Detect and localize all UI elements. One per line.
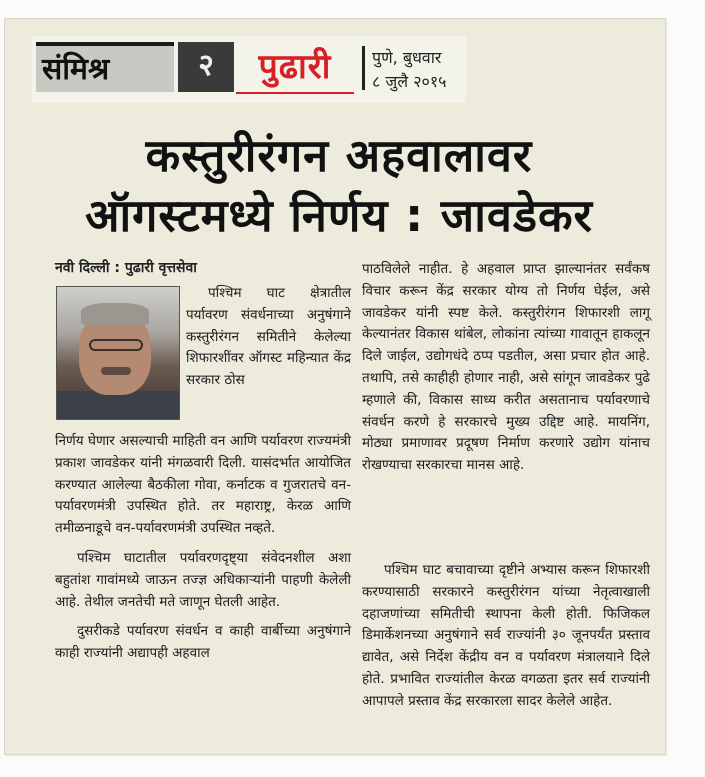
masthead [32, 36, 466, 103]
article-paragraph-2: पश्चिम घाटातील पर्यावरणदृष्ट्या संवेदनशील अशा बहुतांश गावांमध्ये जाऊन तज्ज्ञ अधिकाऱ्यांनी पाहणी केलेली आहे. तेथील जनतेची मते जाणून घेतली आहेत. [55, 549, 351, 610]
section-label: संमिश्र [36, 42, 174, 92]
article-paragraph-3-continued: पाठविलेले नाहीत. हे अहवाल प्राप्त झाल्यानंतर सर्वंकष विचार करून केंद्र सरकार योग्य तो निर्णय घेईल, असे जावडेकर यांनी स्पष्ट केले. कस्तुरीरंगन शिफारशी लागू केल्यानंतर विकास थांबेल, लोकांना त्यांच्या गावातून हाकलून दिले जाईल, उद्योगधंदे ठप्प पडतील, असा प्रचार होत आहे. तथापि, तसे काहीही होणार नाही, असे सांगून जावडेकर पुढे म्हणाले की, विकास साध्य करीत असतानाच पर्यावरणाचे संवर्धन करणे हे सरकारचे मुख्य उद्दिष्ट आहे. मायनिंग, मोठ्या प्रमाणावर प्रदूषण निर्माण करणारे उद्योग यांनाच रोखण्याचा सरकारचा मानस आहे. [362, 261, 650, 474]
article-right-column-top [362, 259, 650, 477]
person-photo [56, 286, 180, 420]
dateline: नवी दिल्ली : पुढारी वृत्तसेवा [55, 260, 197, 276]
photo-shirt [57, 391, 179, 420]
masthead-divider [362, 46, 365, 90]
article-paragraph-3: दुसरीकडे पर्यावरण संवर्धन व काही वार्बीच्या अनुषंगाने काही राज्यांनी अद्यापही अहवाल [55, 623, 351, 662]
article-paragraph-4: पश्चिम घाट बचावाच्या दृष्टीने अभ्यास करून शिफारशी करण्यासाठी सरकारने कस्तुरीरंगन यांच्या नेतृत्वाखाली दहाजणांच्या समितीची स्थापना केली होती. फिजिकल डिमार्केशनच्या अनुषंगाने सर्व राज्यांनी ३० जूनपर्यंत प्रस्ताव द्यावेत, असे निर्देश केंद्रीय वन व पर्यावरण मंत्रालयाने दिले होते. प्रभावित राज्यांतील केरळ वगळता इतर सर्व राज्यांनी आपापले प्रस्ताव केंद्र सरकारला सादर केलेले आहेत. [362, 562, 650, 709]
photo-mustache [101, 367, 131, 375]
article-left-column [55, 431, 351, 665]
headline-line-1: कस्तुरीरंगन अहवालावर [145, 129, 533, 182]
photo-glasses [89, 339, 143, 351]
publication-date: ८ जुलै २०१५ [372, 72, 447, 91]
article-paragraph-1-rest: निर्णय घेणार असल्याची माहिती वन आणि पर्यावरण राज्यमंत्री प्रकाश जावडेकर यांनी मंगळवारी दिली. यासंदर्भात आयोजित करण्यात आलेल्या बैठकीला गोवा, कर्नाटक व गुजरातचे वन-पर्यावरणमंत्री उपस्थित होते. तर महाराष्ट्र, केरळ आणि तमीळनाडूचे वन-पर्यावरणमंत्री उपस्थित नव्हते. [55, 433, 351, 537]
headline-line-2: ऑगस्टमध्ये निर्णय : जावडेकर [85, 189, 593, 242]
city-day: पुणे, बुधवार [372, 48, 442, 67]
article-right-column-bottom [362, 560, 650, 713]
photo-hair [81, 303, 149, 325]
newspaper-logo: पुढारी [236, 44, 354, 94]
page-number: २ [178, 42, 234, 92]
article-paragraph-1-wrap: पश्चिम घाट क्षेत्रातील पर्यावरण संवर्धनाच्या अनुषंगाने कस्तुरीरंगन समितीने केलेल्या शिफारशींवर ऑगस्ट महिन्यात केंद्र सरकार ठोस [186, 285, 351, 389]
